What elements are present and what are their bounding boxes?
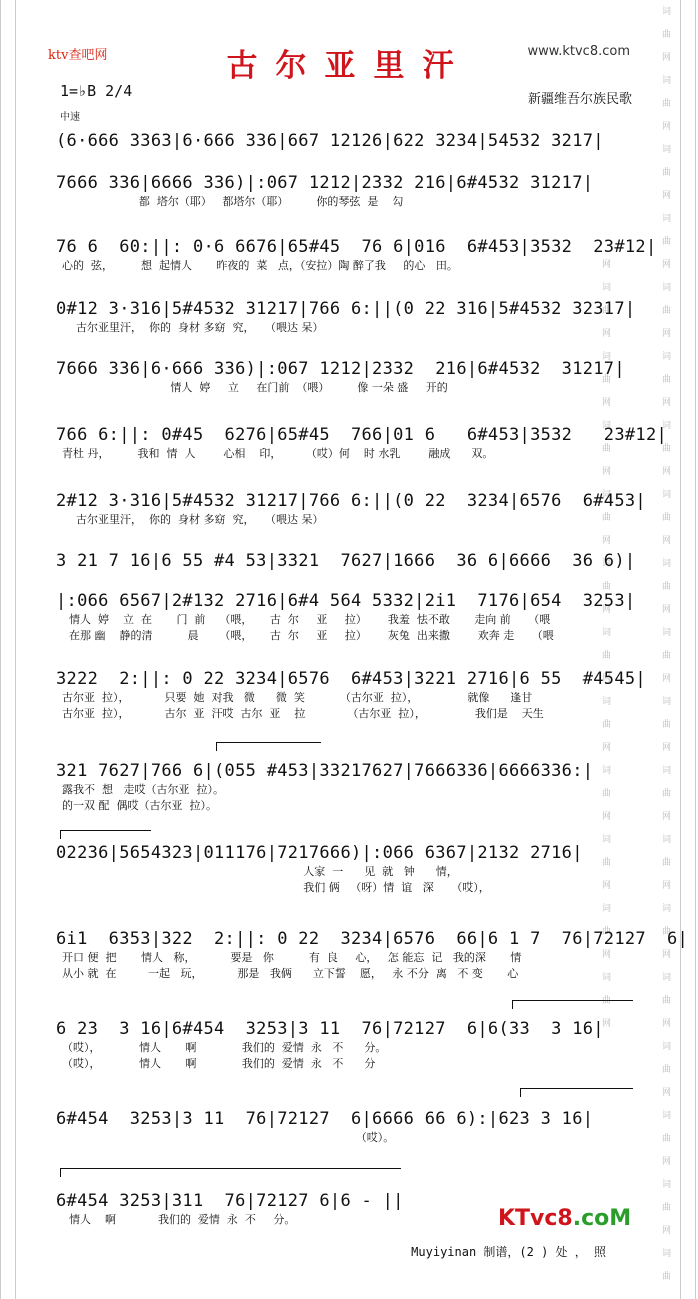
score-row xyxy=(56,424,668,462)
score-row xyxy=(56,298,636,336)
notation-line: 766 6:||: 0#45 6276|65#45 766|01 6 6#453|3532 23#12| xyxy=(56,425,668,445)
lyrics-line: 从小 就 在 一起 玩， 那是 我俩 立下誓 愿， 永 不分 离 不 变 心 xyxy=(62,967,519,980)
lyrics-line: 都 塔尔（耶） 都塔尔（耶） 你的琴弦 是 勾 xyxy=(62,195,404,208)
volta-end xyxy=(60,1168,401,1177)
lyrics-line: 青杜 丹， 我和 情 人 心相 印， （哎）何 时 水乳 融成 双。 xyxy=(62,447,494,460)
lyrics-line: （哎）， 情人 啊 我们的 爱情 永 不 分 xyxy=(62,1057,376,1070)
notation-line: 6 23 3 16|6#454 3253|3 11 76|72127 6|6(33 3 16| xyxy=(56,1019,604,1039)
lyrics-line: 在那 幽 静的清 晨 （喂， 古 尔 亚 拉） 灰兔 出来撒 欢奔 走 （喂 xyxy=(62,629,554,642)
notation-line: 0#12 3·316|5#4532 31217|766 6:||(0 22 316|5#4532 32317| xyxy=(56,299,636,319)
lyrics-line: 开口 便 把 情人 称， 要是 你 有 良 心， 怎 能忘 记 我的深 情 xyxy=(62,951,522,964)
lyrics-line: 古尔亚里汗， 你的 身材 多窈 究， （喂达 呆） xyxy=(62,513,324,526)
score-row xyxy=(56,490,646,528)
score-row xyxy=(56,928,689,982)
notation-line: (6·666 3363|6·666 336|667 12126|622 3234|54532 3217| xyxy=(56,131,604,151)
score-row xyxy=(56,590,636,644)
notation-line: 7666 336|6666 336)|:067 1212|2332 216|6#4532 31217| xyxy=(56,173,594,193)
key-signature: 1=♭B 2/4 xyxy=(60,82,133,100)
transcriber-credit: Muyiyinan 制谱，(2 ) 处 ， 照 xyxy=(411,1245,606,1259)
lyrics-line: （哎）。 xyxy=(62,1131,395,1144)
notation-line: 321 7627|766 6|(055 #453|33217627|7666336|6666336:| xyxy=(56,761,594,781)
lyrics-line: 我们 俩 （呀）情 谊 深 （哎）， xyxy=(62,881,490,894)
left-watermark-strip xyxy=(0,0,16,1299)
score-row xyxy=(56,760,636,814)
lyrics-line: 心的 弦， 想 起情人 昨夜的 菜 点，（安拉）陶 醉了我 的心 田。 xyxy=(62,259,458,272)
volta-2b xyxy=(520,1088,633,1097)
lyrics-line: 人家 一 见 就 钟 情， xyxy=(62,865,458,878)
right-watermark-strip: 词曲网词曲网词曲网词曲网词曲网词曲网词曲网词曲网词曲网词曲网词曲网词曲网词曲网词曲网词曲网词曲网词曲网词曲网词曲网词曲网词曲网词曲网词曲网词曲网词曲网词曲网词曲网词曲网词曲网词曲网 xyxy=(680,0,696,1299)
notation-line: 6i1 6353|322 2:||: 0 22 3234|6576 66|6 1 7 76|72127 6| xyxy=(56,929,689,949)
source-label: ktv查吧网 xyxy=(48,48,108,63)
song-subtitle: 新疆维吾尔族民歌 xyxy=(527,92,632,107)
score-row xyxy=(56,172,636,210)
notation-line: 02236|5654323|011176|7217666)|:066 6367|2132 2716| xyxy=(56,843,583,863)
volta-2 xyxy=(60,830,151,839)
lyrics-line: 情人 啊 我们的 爱情 永 不 分。 xyxy=(62,1213,296,1226)
tempo-marking: 中速 xyxy=(60,112,80,123)
lyrics-line: 古尔亚里汗， 你的 身材 多窈 究， （喂达 呆） xyxy=(62,321,324,334)
score-row xyxy=(56,1018,636,1072)
lyrics-line: 古尔亚 拉）， 只要 她 对我 微 微 笑 （古尔亚 拉）， 就像 逢甘 xyxy=(62,691,533,704)
notation-line: 7666 336|6·666 336)|:067 1212|2332 216|6#4532 31217| xyxy=(56,359,625,379)
score-row xyxy=(56,130,636,152)
site-url[interactable]: www.ktvc8.com xyxy=(527,44,630,59)
notation-line: 76 6 60:||: 0·6 6676|65#45 76 6|016 6#453|3532 23#12| xyxy=(56,237,657,257)
score-row xyxy=(56,668,646,722)
lyrics-line: 情人 婷 立 在 门 前 （喂， 古 尔 亚 拉） 我羞 怯不敢 走向 前 （喂 xyxy=(62,613,551,626)
notation-line: 3 21 7 16|6 55 #4 53|3321 7627|1666 36 6|6666 36 6)| xyxy=(56,551,636,571)
score-row xyxy=(56,550,636,572)
lyrics-line: （哎）， 情人 啊 我们的 爱情 永 不 分。 xyxy=(62,1041,387,1054)
lyrics-line: 露我不 想 走哎（古尔亚 拉）。 xyxy=(62,783,224,796)
lyrics-line: 的一双 配 偶哎（古尔亚 拉）。 xyxy=(62,799,217,812)
score-row xyxy=(56,358,636,396)
lyrics-line: 古尔亚 拉）， 古尔 亚 汗哎 古尔 亚 拉 （古尔亚 拉）， 我们是 天生 xyxy=(62,707,544,720)
notation-line: 2#12 3·316|5#4532 31217|766 6:||(0 22 3234|6576 6#453| xyxy=(56,491,646,511)
score-row xyxy=(56,236,657,274)
notation-line: 3222 2:||: 0 22 3234|6576 6#453|3221 2716|6 55 #4545| xyxy=(56,669,646,689)
lyrics-line: 情人 婷 立 在门前 （喂） 像 一朵 盛 开的 xyxy=(62,381,448,394)
notation-line: 6#454 3253|3 11 76|72127 6|6666 66 6):|623 3 16| xyxy=(56,1109,594,1129)
score-row xyxy=(56,1108,636,1146)
volta-1b xyxy=(512,1000,633,1009)
song-title: 古尔亚里汗 xyxy=(226,48,472,84)
score-row xyxy=(56,842,636,896)
volta-1 xyxy=(216,742,321,751)
notation-line: 6#454 3253|311 76|72127 6|6 - || xyxy=(56,1191,404,1211)
notation-line: |:066 6567|2#132 2716|6#4 564 5332|2i1 7176|654 3253| xyxy=(56,591,636,611)
site-logo: KTvc8.coM xyxy=(498,1206,632,1231)
